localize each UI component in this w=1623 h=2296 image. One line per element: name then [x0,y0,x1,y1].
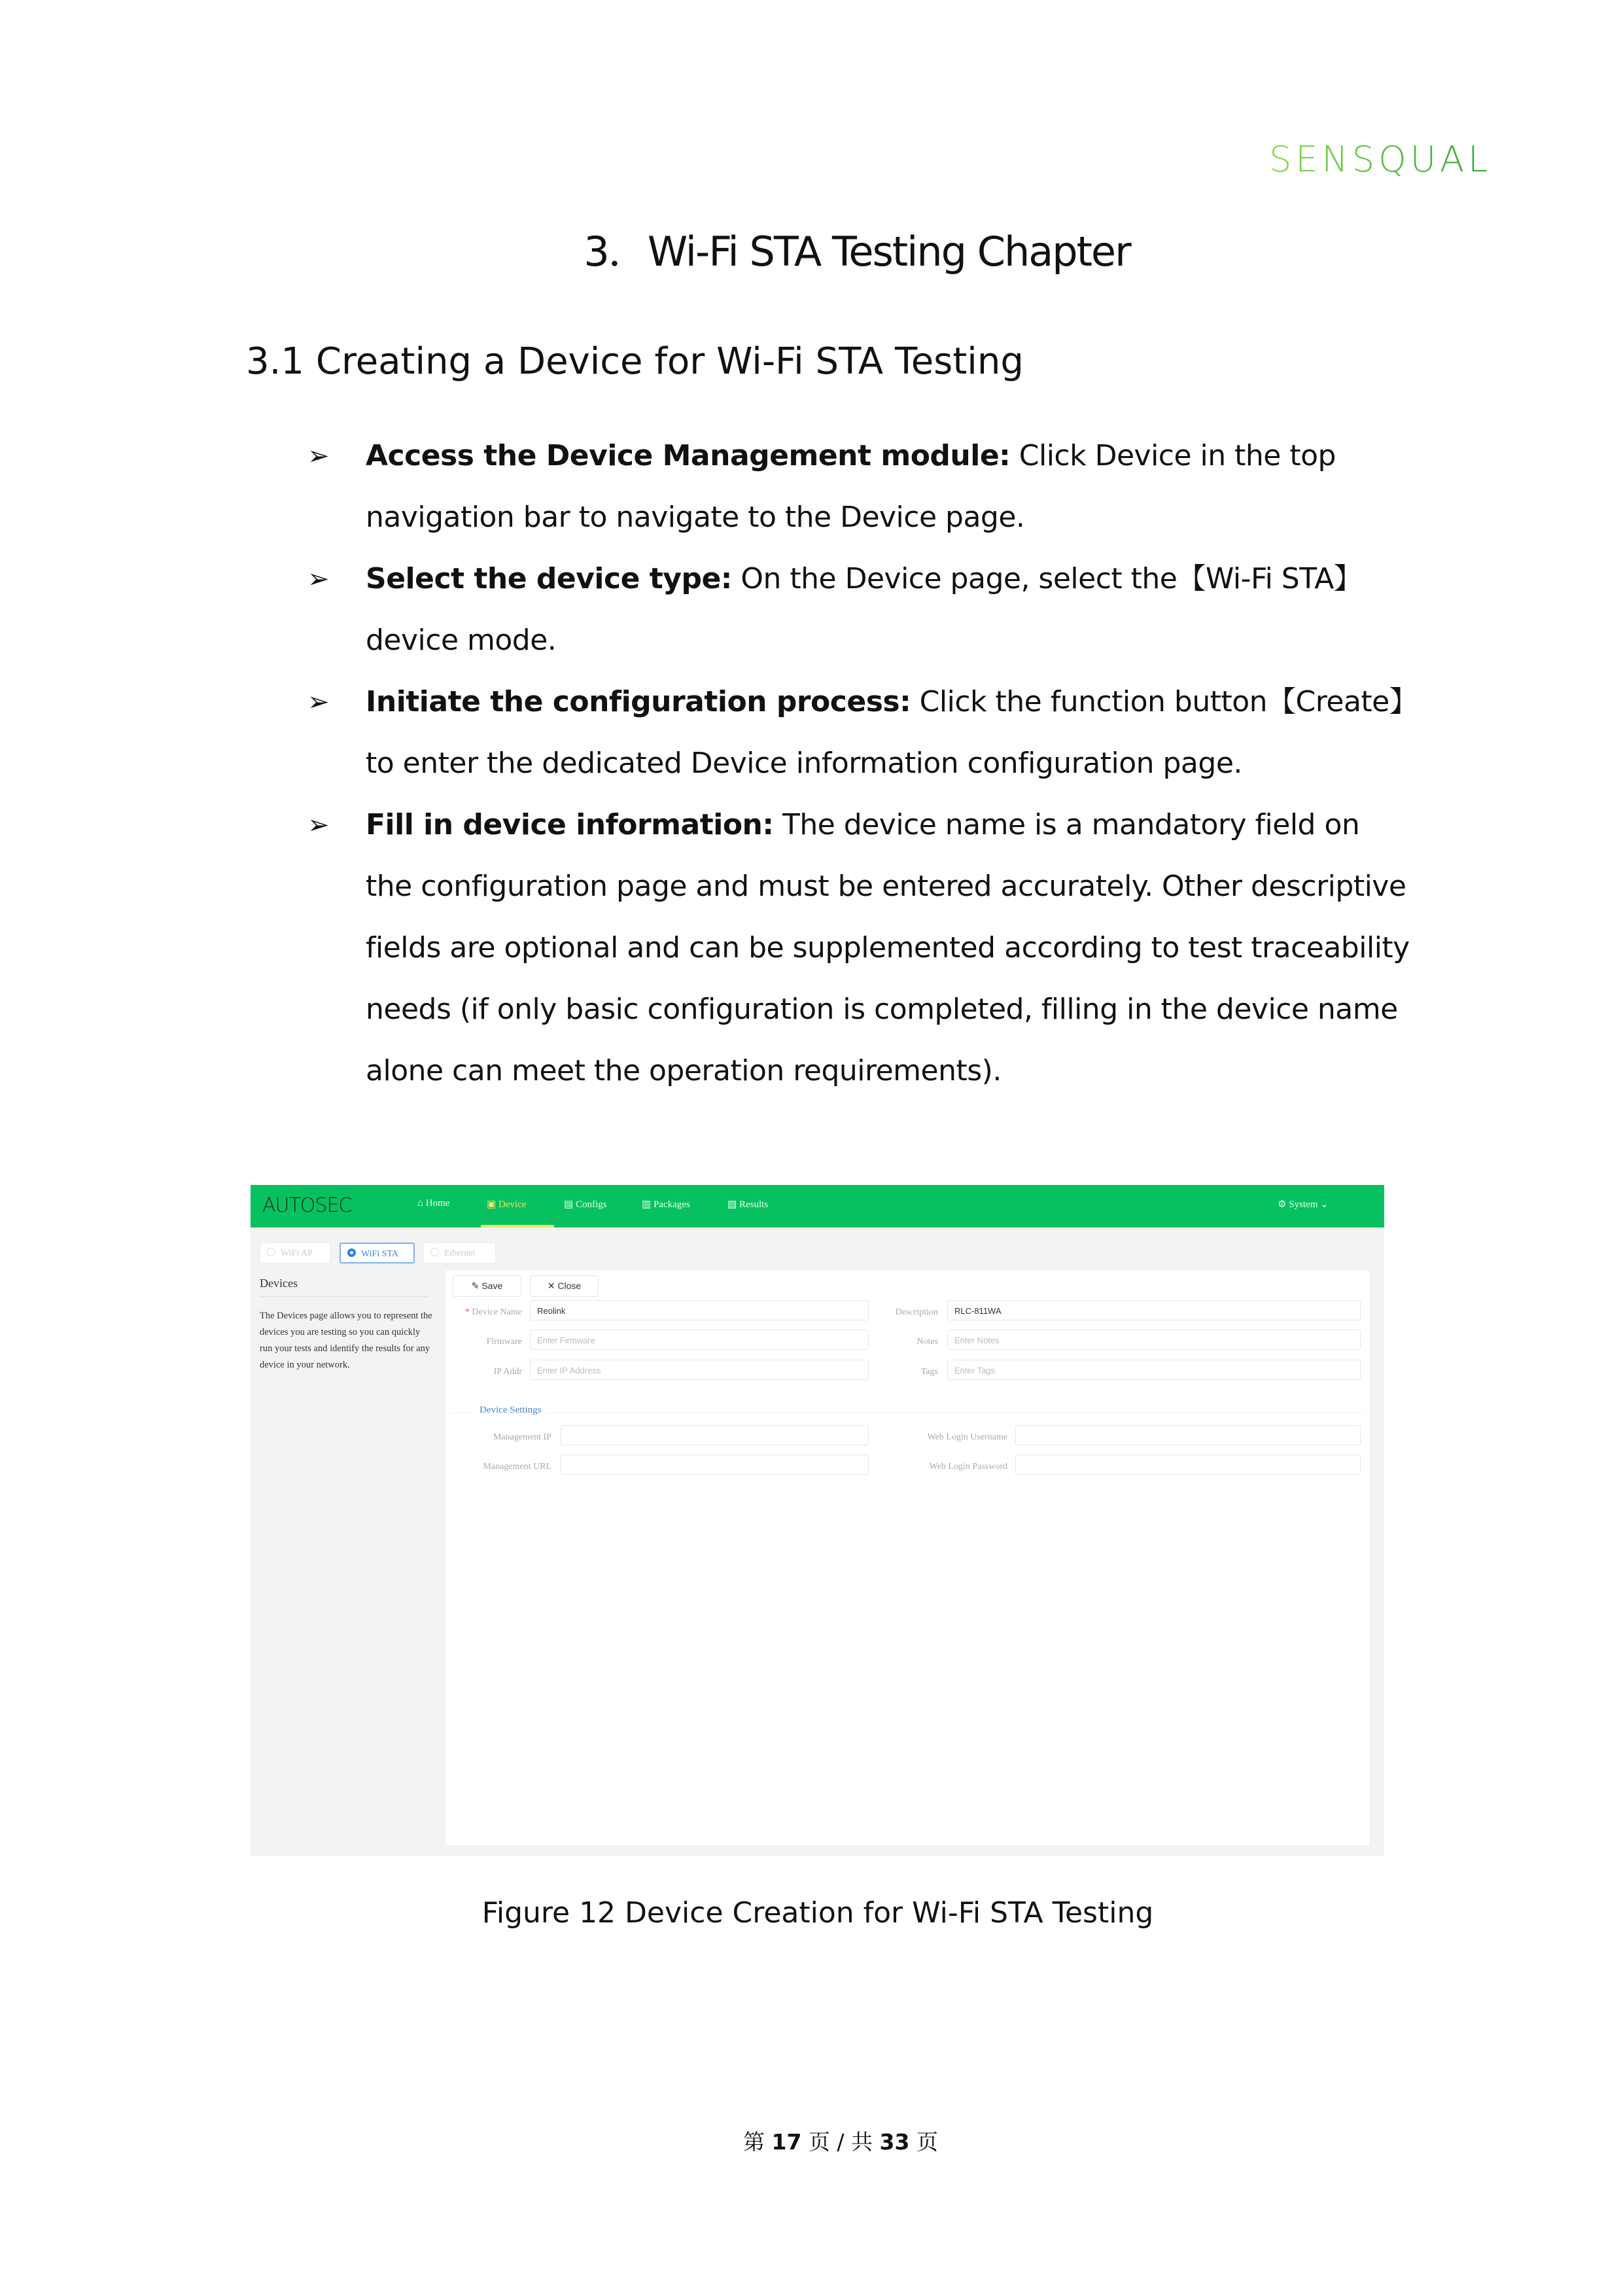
button-label: Close [557,1280,582,1291]
management-url-input[interactable] [561,1455,869,1475]
web-login-password-input[interactable] [1015,1455,1361,1475]
tab-wifi-ap[interactable] [260,1243,330,1263]
nav-packages[interactable] [642,1198,690,1210]
bullet-text: Click the function button【Create】to enter the dedicated Device information configuration page. [366,685,1404,780]
label-text: Device Name [472,1307,522,1317]
results-icon: ▧ [727,1199,739,1210]
ip-addr-label: IP Addr [493,1367,522,1377]
bullet-text: The device name is a mandatory field on the configuration page and must be entered accurately. Other descriptive fields are optional and can be supplemented according to test traceability needs (if only basic configuration is completed, filling in the device name alone can meet the operation requirements). [366,808,1410,1087]
web-login-username-label: Web Login Username [927,1432,1007,1442]
close-icon: ✕ [547,1280,558,1291]
page-footer [0,2125,1623,2156]
ip-addr-input[interactable]: Enter IP Address [530,1360,869,1380]
description-input[interactable]: RLC-811WA [947,1300,1361,1320]
bullet-heading: Access the Device Management module: [366,439,1011,472]
nav-label: System [1289,1199,1318,1210]
bullet-item [307,671,1413,794]
web-login-password-label: Web Login Password [929,1462,1007,1472]
arrow-bullet-icon: ➢ [307,687,330,717]
nav-device[interactable] [487,1198,526,1210]
device-name-label [465,1307,522,1318]
autosec-logo: AUTOSEC [262,1194,352,1217]
save-button[interactable] [453,1275,521,1297]
arrow-bullet-icon: ➢ [307,810,330,840]
section-title: 3.1 Creating a Device for Wi-Fi STA Testing [246,340,1024,383]
radio-icon [267,1248,275,1256]
radio-icon [430,1248,439,1256]
web-login-username-input[interactable] [1015,1425,1361,1445]
tab-label: WiFi STA [361,1249,399,1259]
configs-icon: ▤ [564,1199,576,1210]
management-ip-input[interactable] [561,1425,869,1445]
bullet-text: On the Device page, select the【Wi-Fi STA】device mode. [366,562,1363,657]
arrow-bullet-icon: ➢ [307,564,330,594]
footer-text: 第 [743,2129,765,2155]
firmware-label: Firmware [486,1337,522,1347]
bullet-heading: Select the device type: [366,562,732,595]
nav-configs[interactable] [564,1198,606,1210]
bullet-text: Click Device in the top navigation bar to navigate to the Device page. [366,439,1336,534]
device-form-panel [445,1271,1369,1845]
packages-icon: ▥ [642,1199,654,1210]
nav-label: Packages [653,1199,690,1210]
figure-caption: Figure 12 Device Creation for Wi-Fi STA Testing [481,1896,1154,1930]
tab-label: Ethernet [444,1248,476,1258]
bullet-heading: Fill in device information: [366,808,774,841]
bullet-item [307,794,1413,1102]
app-screenshot [251,1185,1384,1856]
notes-textarea[interactable]: Enter Notes [947,1330,1361,1350]
button-label: Save [481,1280,503,1291]
sidebar-title: Devices [260,1277,298,1290]
tab-label: WiFi AP [281,1248,313,1258]
page-number: 17 [771,2129,802,2155]
device-settings-title: Device Settings [474,1405,547,1416]
footer-text: 页 / 共 [808,2129,873,2155]
required-marker: * [464,1307,472,1317]
save-icon: ✎ [471,1280,482,1291]
nav-home[interactable] [417,1198,449,1209]
sidebar-description: The Devices page allows you to represent the devices you are testing so you can quickly run your tests and identify the results for any device in your network. [260,1311,432,1370]
chevron-down-icon: ⌄ [1318,1199,1329,1210]
nav-label: Home [425,1198,450,1209]
device-icon: ▣ [487,1199,498,1210]
nav-label: Configs [575,1199,607,1210]
tab-wifi-sta[interactable] [340,1243,415,1263]
close-button[interactable] [530,1275,599,1297]
radio-selected-icon [347,1248,356,1257]
bullet-item [307,548,1413,671]
tags-input[interactable]: Enter Tags [947,1360,1361,1380]
description-label: Description [895,1307,938,1317]
sensqual-logo: SENSQUAL [1269,139,1492,180]
gear-icon: ⚙ [1278,1199,1289,1210]
tags-label: Tags [920,1367,938,1377]
firmware-input[interactable]: Enter Firmware [530,1330,869,1350]
footer-text: 页 [916,2129,938,2155]
nav-results[interactable] [727,1198,768,1210]
bullet-item [307,425,1413,548]
home-icon: ⌂ [417,1198,426,1209]
bullet-list [307,425,1413,1102]
bullet-heading: Initiate the configuration process: [366,685,911,718]
arrow-bullet-icon: ➢ [307,441,330,471]
top-nav-bar [251,1185,1384,1227]
management-url-label: Management URL [483,1462,551,1472]
chapter-title: 3．Wi-Fi STA Testing Chapter [584,228,1130,275]
system-menu[interactable] [1278,1198,1329,1210]
nav-label: Device [498,1199,527,1210]
total-pages: 33 [879,2129,910,2155]
device-name-input[interactable]: Reolink [530,1300,869,1320]
notes-label: Notes [916,1337,938,1347]
active-nav-indicator [481,1225,554,1227]
divider [260,1296,428,1297]
tab-ethernet[interactable] [423,1243,496,1263]
nav-label: Results [739,1199,769,1210]
management-ip-label: Management IP [493,1432,551,1442]
